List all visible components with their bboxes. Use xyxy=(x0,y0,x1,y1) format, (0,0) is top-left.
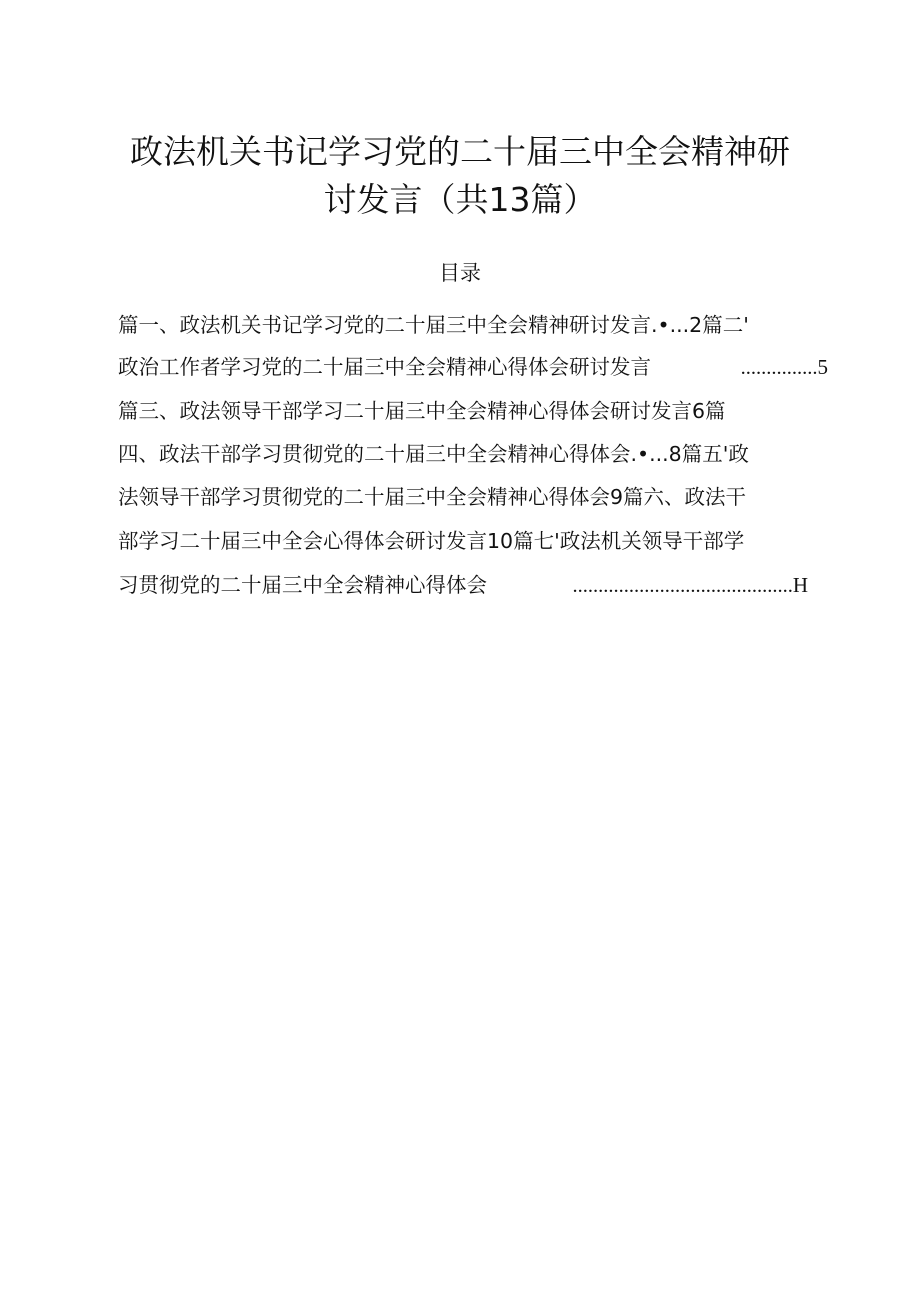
toc-line-1: 篇一、政法机关书记学习党的二十届三中全会精神研讨发言.•...2篇二' xyxy=(118,313,749,337)
toc-line-2-page: 5 xyxy=(817,355,828,379)
toc-line-2-text: 政治工作者学习党的二十届三中全会精神心得体会研讨发言 xyxy=(118,355,651,379)
toc-line-2-leader xyxy=(741,347,828,387)
toc-line-7-page: H xyxy=(792,573,808,597)
toc-line-7-leader xyxy=(572,565,808,605)
toc-line-2 xyxy=(118,347,828,387)
toc-line-6: 部学习二十届三中全会心得体会研讨发言10篇七'政法机关领导干部学 xyxy=(118,529,745,553)
toc-heading: 目录 xyxy=(439,261,481,285)
toc-line-7-dots: ........................................... xyxy=(572,575,793,597)
toc-line-7-text: 习贯彻党的二十届三中全会精神心得体会 xyxy=(118,573,487,597)
document-title-line-1: 政法机关书记学习党的二十届三中全会精神研 xyxy=(130,132,790,171)
toc-line-3: 篇三、政法领导干部学习二十届三中全会精神心得体会研讨发言6篇 xyxy=(118,399,726,423)
toc-line-7 xyxy=(118,565,808,605)
toc-line-4: 四、政法干部学习贯彻党的二十届三中全会精神心得体会.•...8篇五'政 xyxy=(118,442,749,466)
toc-line-2-dots: ............... xyxy=(740,357,818,379)
document-title-line-2: 讨发言（共13篇） xyxy=(323,180,597,219)
toc-line-5: 法领导干部学习贯彻党的二十届三中全会精神心得体会9篇六、政法干 xyxy=(118,485,747,509)
